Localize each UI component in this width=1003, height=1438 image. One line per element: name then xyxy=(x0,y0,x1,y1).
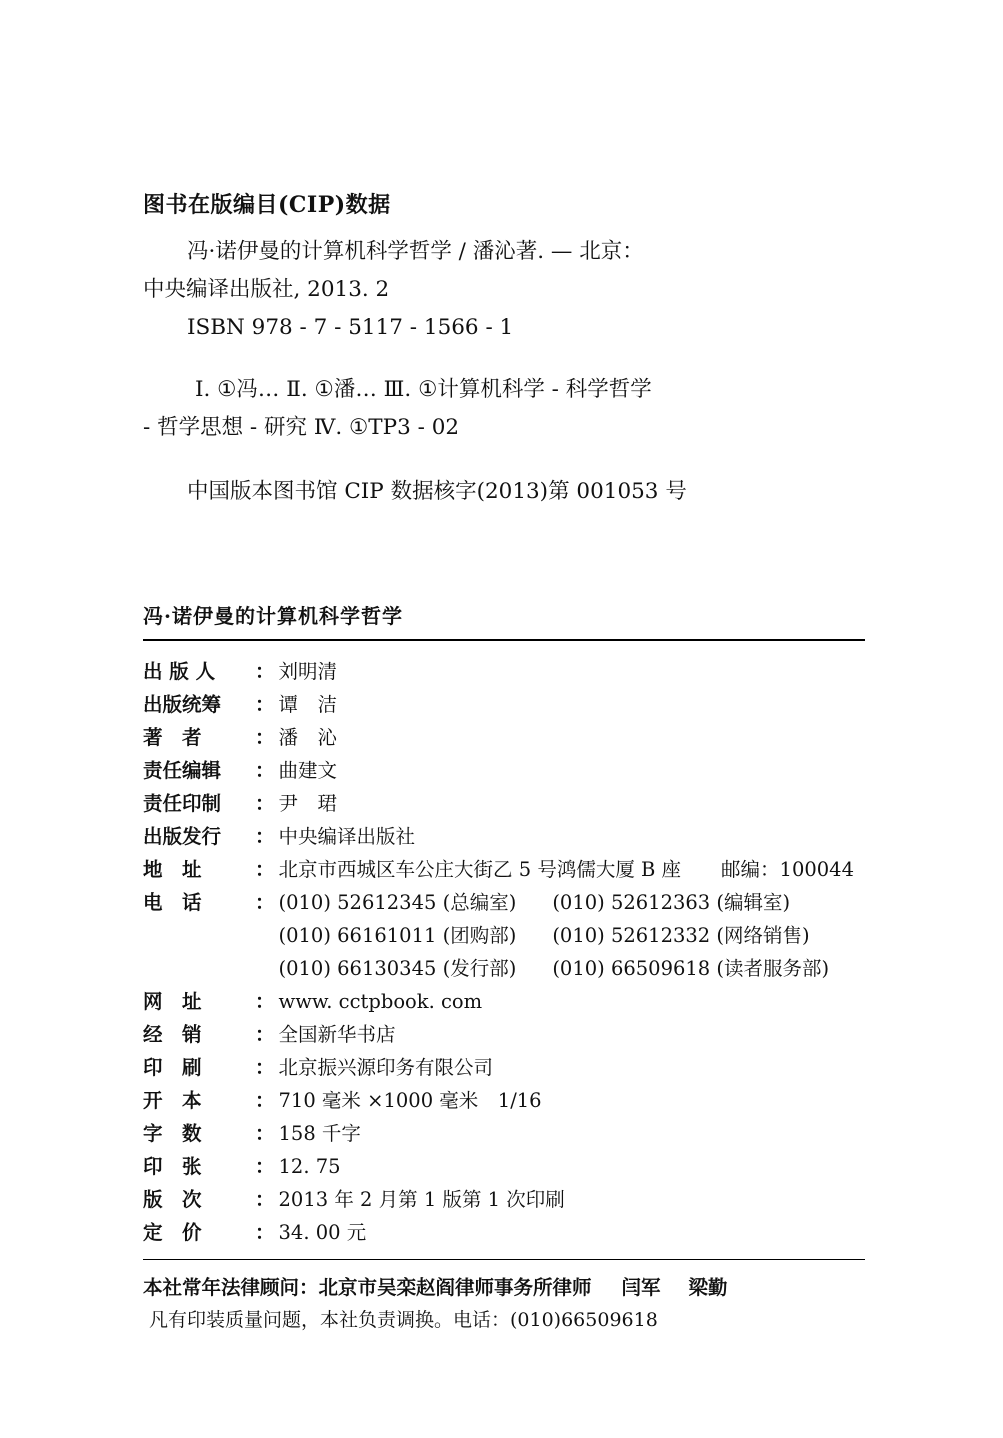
row-value: 中央编译出版社 xyxy=(278,825,416,848)
colophon-book-title: 冯·诺伊曼的计算机科学哲学 xyxy=(143,604,403,628)
row-label: 责任印制 xyxy=(143,792,222,815)
row-label: 电 话 xyxy=(143,891,202,914)
postal-code: 邮编：100044 xyxy=(721,858,854,881)
row-colon: ： xyxy=(255,1188,275,1211)
row-value: 谭 洁 xyxy=(278,693,338,716)
row-value: 潘 沁 xyxy=(278,726,338,749)
row-label: 印 刷 xyxy=(143,1056,202,1079)
row-colon: ： xyxy=(255,1122,275,1145)
legal-counsel-name-2: 梁勤 xyxy=(688,1276,728,1299)
quality-note: 凡有印装质量问题，本社负责调换。电话：(010)66509618 xyxy=(149,1309,658,1331)
legal-counsel-label: 本社常年法律顾问：北京市吴栾赵阎律师事务所律师 xyxy=(143,1276,592,1299)
colophon-row-website xyxy=(143,985,865,1018)
row-value xyxy=(277,919,865,952)
row-colon: ： xyxy=(255,1089,275,1112)
row-label: 版 次 xyxy=(143,1188,202,1211)
row-value: 34. 00 元 xyxy=(278,1221,367,1244)
phone-secondary: (010) 66509618 (读者服务部) xyxy=(552,957,830,980)
legal-counsel-name-1: 闫军 xyxy=(621,1276,661,1299)
row-label: 开 本 xyxy=(143,1089,202,1112)
cip-heading: 图书在版编目(CIP)数据 xyxy=(143,192,391,218)
row-colon: ： xyxy=(255,726,275,749)
row-value: 12. 75 xyxy=(278,1155,341,1178)
colophon-row-format xyxy=(143,1084,865,1117)
row-value: 710 毫米 ×1000 毫米 1/16 xyxy=(278,1089,542,1112)
row-label: 经 销 xyxy=(143,1023,202,1046)
row-colon: ： xyxy=(255,1056,275,1079)
row-colon: ： xyxy=(255,759,275,782)
row-colon: ： xyxy=(255,858,275,881)
row-value: 2013 年 2 月第 1 版第 1 次印刷 xyxy=(278,1188,565,1211)
colophon-row-distribution xyxy=(143,1018,865,1051)
row-value: 刘明清 xyxy=(278,660,338,683)
cip-classification-line-1: I. ①冯… Ⅱ. ①潘… Ⅲ. ①计算机科学 - 科学哲学 xyxy=(195,377,652,402)
cip-isbn-line: ISBN 978 - 7 - 5117 - 1566 - 1 xyxy=(187,315,514,340)
row-label: 著 者 xyxy=(143,726,202,749)
cip-data-block xyxy=(143,188,863,511)
row-value: www. cctpbook. com xyxy=(278,990,483,1013)
colophon-footer xyxy=(143,1260,865,1336)
row-value xyxy=(277,952,865,985)
row-colon: ： xyxy=(255,990,275,1013)
colophon-row-phone-1 xyxy=(143,886,865,919)
row-label: 字 数 xyxy=(143,1122,202,1145)
colophon-rows xyxy=(143,641,865,1259)
legal-counsel-line xyxy=(143,1272,865,1304)
colophon-row-price xyxy=(143,1216,865,1249)
row-value: 尹 珺 xyxy=(278,792,338,815)
row-value: 曲建文 xyxy=(278,759,338,782)
cip-publisher-line: 中央编译出版社, 2013. 2 xyxy=(143,277,390,302)
row-colon: ： xyxy=(255,1221,275,1244)
row-label: 出版发行 xyxy=(143,825,222,848)
colophon-block xyxy=(143,600,865,1336)
colophon-row-wordcount xyxy=(143,1117,865,1150)
colophon-row-publishing-house xyxy=(143,820,865,853)
row-colon: ： xyxy=(255,825,275,848)
row-value xyxy=(277,853,865,886)
row-colon: ： xyxy=(255,792,275,815)
row-colon: ： xyxy=(255,693,275,716)
phone-primary: (010) 66130345 (发行部) xyxy=(278,957,517,980)
row-label: 出版统筹 xyxy=(143,693,222,716)
cip-classification-line-2: - 哲学思想 - 研究 Ⅳ. ①TP3 - 02 xyxy=(143,415,460,440)
row-value: 158 千字 xyxy=(278,1122,361,1145)
colophon-row-edition xyxy=(143,1183,865,1216)
address-text: 北京市西城区车公庄大街乙 5 号鸿儒大厦 B 座 xyxy=(278,858,682,881)
phone-primary: (010) 52612345 (总编室) xyxy=(278,891,517,914)
row-value: 全国新华书店 xyxy=(278,1023,396,1046)
row-label: 地 址 xyxy=(143,858,202,881)
row-colon: ： xyxy=(255,1023,275,1046)
colophon-row-print-supervisor xyxy=(143,787,865,820)
colophon-row-printing xyxy=(143,1051,865,1084)
row-colon: ： xyxy=(255,891,275,914)
row-label: 出 版 人 xyxy=(143,660,216,683)
row-label: 网 址 xyxy=(143,990,202,1013)
cip-title-line: 冯·诺伊曼的计算机科学哲学 / 潘沁著. — 北京： xyxy=(187,239,644,264)
row-label: 印 张 xyxy=(143,1155,202,1178)
colophon-row-coordinator xyxy=(143,688,865,721)
row-colon: ： xyxy=(255,660,275,683)
row-label: 定 价 xyxy=(143,1221,202,1244)
row-colon: ： xyxy=(255,1155,275,1178)
colophon-row-sheets xyxy=(143,1150,865,1183)
colophon-row-editor xyxy=(143,754,865,787)
row-value: 北京振兴源印务有限公司 xyxy=(278,1056,494,1079)
phone-primary: (010) 66161011 (团购部) xyxy=(278,924,517,947)
phone-secondary: (010) 52612332 (网络销售) xyxy=(552,924,810,947)
cip-registration-line: 中国版本图书馆 CIP 数据核字(2013)第 001053 号 xyxy=(187,479,687,504)
colophon-row-address xyxy=(143,853,865,886)
phone-secondary: (010) 52612363 (编辑室) xyxy=(552,891,791,914)
colophon-row-phone-2 xyxy=(143,919,865,952)
colophon-row-phone-3 xyxy=(143,952,865,985)
colophon-row-author xyxy=(143,721,865,754)
colophon-row-publisher-person xyxy=(143,655,865,688)
row-value xyxy=(277,886,865,919)
row-label: 责任编辑 xyxy=(143,759,222,782)
